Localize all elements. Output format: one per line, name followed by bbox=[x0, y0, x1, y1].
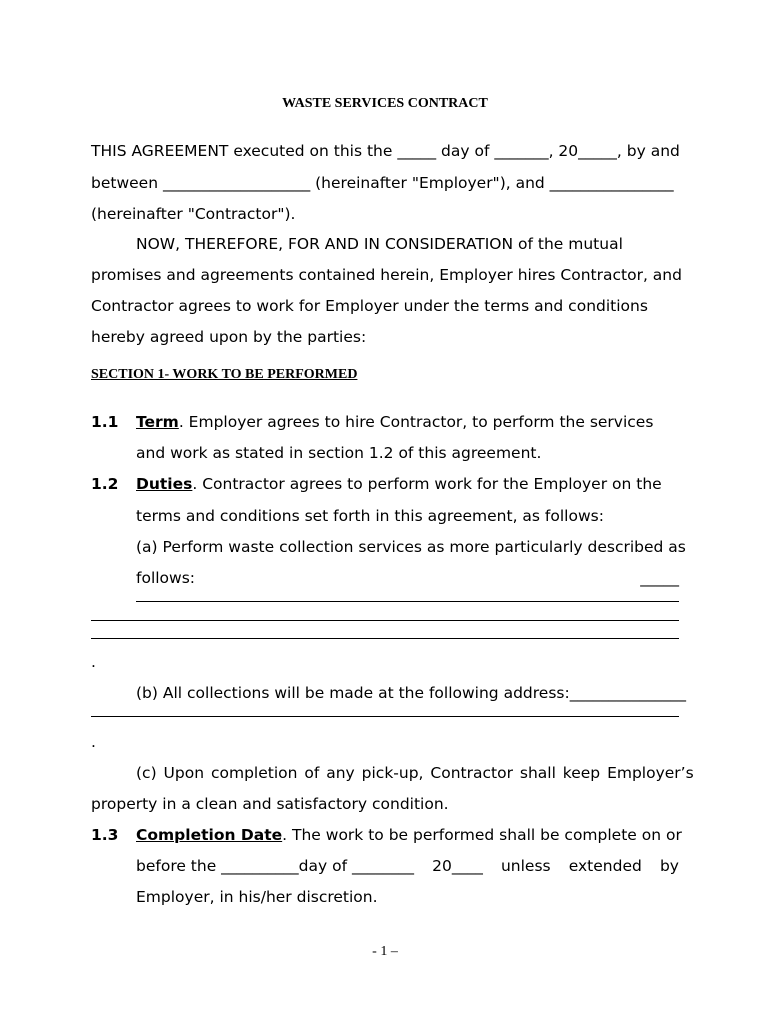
section-1-2-line-1 bbox=[136, 474, 679, 494]
blank-line bbox=[91, 620, 679, 621]
consideration-line-3: Contractor agrees to work for Employer under the terms and conditions bbox=[91, 297, 648, 315]
duty-a-line-1: (a) Perform waste collection services as more particularly described as bbox=[136, 538, 686, 556]
duty-c-line-1: (c) Upon completion of any pick-up, Contractor shall keep Employer’s bbox=[136, 764, 694, 782]
duty-b-line: (b) All collections will be made at the following address:_______________ bbox=[136, 684, 686, 702]
section-1-heading: SECTION 1- WORK TO BE PERFORMED bbox=[91, 367, 358, 382]
duty-a-blank: _____ bbox=[640, 569, 679, 587]
completion-before: before the __________day of ________ bbox=[136, 857, 414, 875]
section-1-2-heading: Duties bbox=[136, 475, 193, 493]
intro-line-2: between ___________________ (hereinafter "Employer"), and ________________ bbox=[91, 174, 674, 192]
intro-line-3: (hereinafter "Contractor"). bbox=[91, 205, 296, 223]
section-1-1-line-1 bbox=[136, 412, 653, 432]
duty-a-follows: follows: bbox=[136, 569, 196, 587]
completion-by: by bbox=[659, 857, 679, 875]
intro-line-1: THIS AGREEMENT executed on this the _____ day of _______, 20_____, by and bbox=[91, 142, 680, 160]
consideration-line-2: promises and agreements contained herein, Employer hires Contractor, and bbox=[91, 266, 682, 284]
section-1-2-line-2: terms and conditions set forth in this agreement, as follows: bbox=[136, 507, 604, 525]
period-mark: . bbox=[91, 733, 96, 751]
duty-a-line-2 bbox=[136, 568, 679, 588]
completion-unless: unless bbox=[500, 857, 551, 875]
year-prefix: 20 bbox=[432, 857, 452, 875]
completion-year bbox=[432, 856, 483, 876]
section-1-1-text: . Employer agrees to hire Contractor, to perform the services bbox=[178, 413, 654, 431]
section-1-3-line-3: Employer, in his/her discretion. bbox=[136, 888, 378, 906]
section-1-3-text: . The work to be performed shall be complete on or bbox=[282, 826, 682, 844]
section-1-3-line-2 bbox=[136, 856, 679, 876]
section-1-1-line-2: and work as stated in section 1.2 of this agreement. bbox=[136, 444, 542, 462]
period-mark: . bbox=[91, 653, 96, 671]
section-1-1-number: 1.1 bbox=[91, 413, 119, 431]
consideration-line-4: hereby agreed upon by the parties: bbox=[91, 328, 367, 346]
blank-line bbox=[91, 638, 679, 639]
blank-line bbox=[91, 716, 679, 717]
section-1-3-heading: Completion Date bbox=[136, 826, 283, 844]
consideration-line-1: NOW, THEREFORE, FOR AND IN CONSIDERATION of the mutual bbox=[136, 235, 623, 253]
section-1-3-line-1 bbox=[136, 825, 682, 845]
document-title: WASTE SERVICES CONTRACT bbox=[282, 96, 488, 111]
completion-extended: extended bbox=[568, 857, 642, 875]
section-1-2-line-1-text bbox=[136, 474, 662, 494]
page-number: - 1 – bbox=[372, 944, 398, 959]
blank-line bbox=[136, 601, 679, 602]
section-1-2-number: 1.2 bbox=[91, 475, 119, 493]
section-1-1-heading: Term bbox=[136, 413, 179, 431]
duty-c-line-2: property in a clean and satisfactory condition. bbox=[91, 795, 449, 813]
section-1-2-text: . Contractor agrees to perform work for the Employer on the bbox=[192, 475, 662, 493]
year-blank: ____ bbox=[451, 857, 483, 875]
section-1-3-number: 1.3 bbox=[91, 826, 119, 844]
